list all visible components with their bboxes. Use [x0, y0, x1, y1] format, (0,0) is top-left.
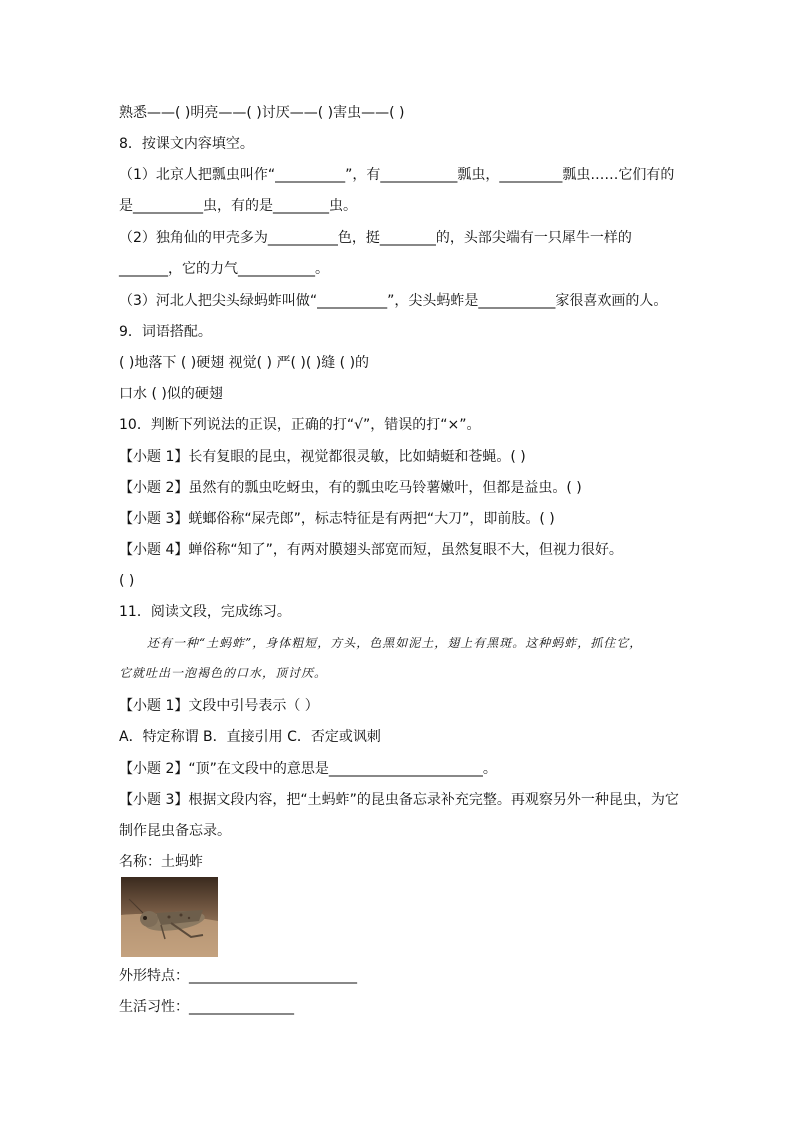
line-fill-in-words: 熟悉——( )明亮——( )讨厌——( )害虫——( ) [119, 105, 405, 121]
question-11-sub-2: 【小题 2】“顶”在文段中的意思是______________________。 [119, 761, 497, 777]
question-8-item-2-cont: _______，它的力气___________。 [119, 261, 329, 277]
question-11-sub-3: 【小题 3】根据文段内容，把“土蚂蚱”的昆虫备忘录补充完整。再观察另外一种昆虫，为它 [119, 792, 679, 808]
question-10-item-2: 【小题 2】虽然有的瓢虫吃蚜虫，有的瓢虫吃马铃薯嫩叶，但都是益虫。( ) [119, 480, 582, 496]
question-9-row-1: ( )地落下 ( )硬翅 视觉( ) 严( )( )缝 ( )的 [119, 355, 370, 371]
question-8-item-1-cont: 是__________虫，有的是________虫。 [119, 198, 357, 214]
question-8-item-1: （1）北京人把瓢虫叫作“__________”，有___________瓢虫，_________瓢虫……它们有的 [119, 167, 675, 183]
question-8-item-3: （3）河北人把尖头绿蚂蚱叫做“__________”，尖头蚂蚱是___________家很喜欢画的人。 [119, 293, 668, 309]
question-10-heading: 10．判断下列说法的正误，正确的打“√”，错误的打“×”。 [119, 417, 481, 433]
question-11-sub-1-options: A．特定称谓 B．直接引用 C．否定或讽刺 [119, 729, 381, 745]
question-11-heading: 11．阅读文段，完成练习。 [119, 604, 291, 620]
question-8-item-2: （2）独角仙的甲壳多为__________色，挺________的，头部尖端有一只犀牛一样的 [119, 230, 632, 246]
passage-line-2: 它就吐出一泡褐色的口水，顶讨厌。 [119, 666, 328, 680]
question-10-item-3: 【小题 3】蜣螂俗称“屎壳郎”，标志特征是有两把“大刀”，即前肢。( ) [119, 511, 555, 527]
question-11-sub-1: 【小题 1】文段中引号表示（ ） [119, 698, 319, 714]
question-9-heading: 9．词语搭配。 [119, 324, 212, 340]
memo-name: 名称：土蚂蚱 [119, 854, 203, 870]
grasshopper-photo [121, 877, 218, 957]
passage-line-1: 还有一种“土蚂蚱”，身体粗短，方头，色黑如泥土，翅上有黑斑。这种蚂蚱，抓住它， [147, 636, 643, 650]
question-8-heading: 8．按课文内容填空。 [119, 136, 254, 152]
question-9-row-2: 口水 ( )似的硬翅 [119, 386, 223, 402]
question-11-sub-3-cont: 制作昆虫备忘录。 [119, 823, 231, 839]
question-10-item-4-answer: ( ) [119, 573, 135, 589]
memo-appearance: 外形特点：________________________ [119, 968, 357, 984]
memo-habits: 生活习性：_______________ [119, 999, 294, 1015]
question-10-item-1: 【小题 1】长有复眼的昆虫，视觉都很灵敏，比如蜻蜓和苍蝇。( ) [119, 449, 526, 465]
question-10-item-4: 【小题 4】蝉俗称“知了”，有两对膜翅头部宽而短，虽然复眼不大，但视力很好。 [119, 542, 623, 558]
